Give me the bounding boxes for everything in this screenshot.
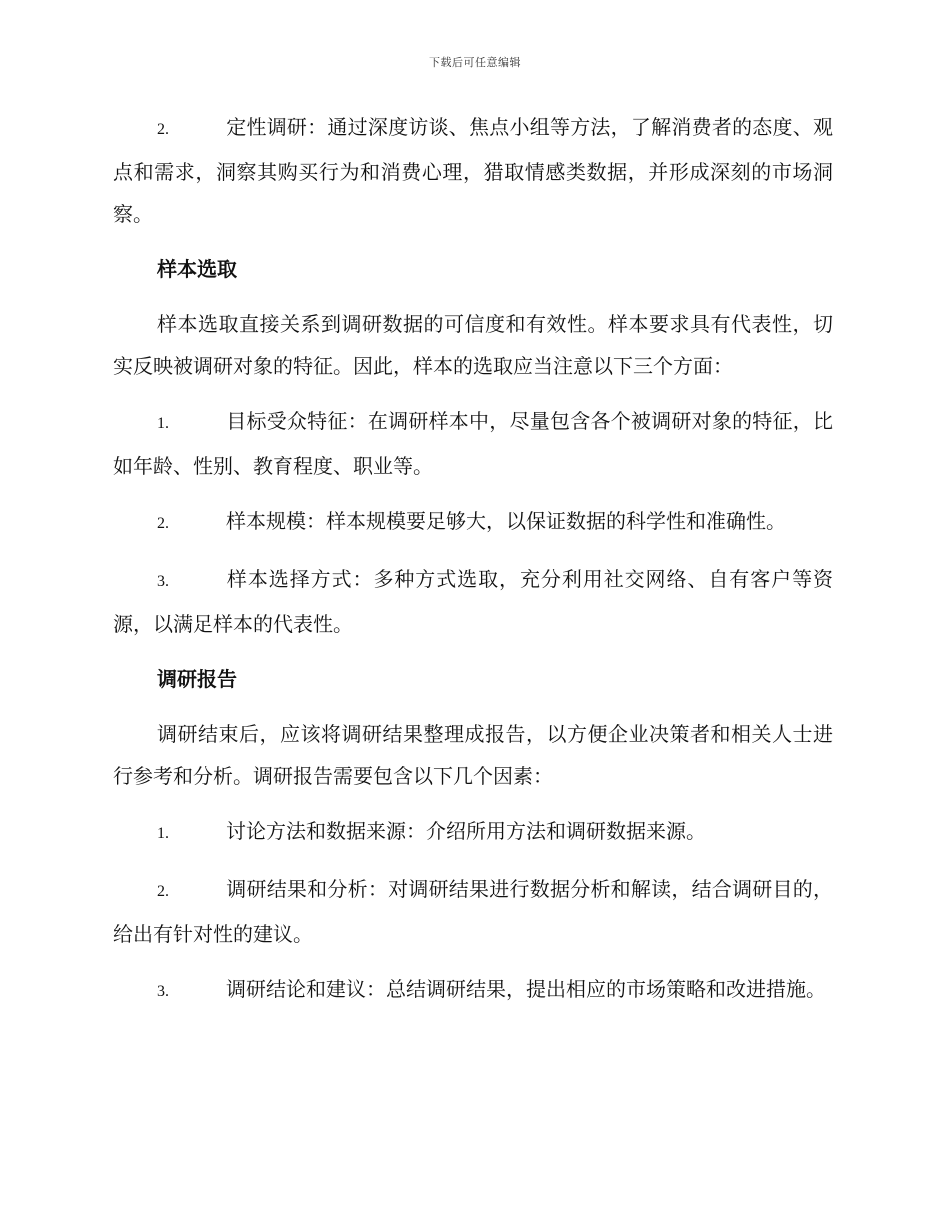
list-item-text: 讨论方法和数据来源：介绍所用方法和调研数据来源。 (226, 819, 706, 843)
list-item-sample-size (113, 500, 833, 545)
list-number: 2. (157, 883, 169, 900)
paragraph-research-report: 调研结束后，应该将调研结果整理成报告，以方便企业决策者和相关人士进行参考和分析。调研报告需要包含以下几个因素： (113, 722, 833, 788)
list-item-methods-sources (113, 810, 833, 855)
list-item-sampling-method (113, 558, 833, 645)
list-item-text: 调研结论和建议：总结调研结果，提出相应的市场策略和改进措施。 (226, 977, 826, 1001)
list-number: 2. (157, 515, 169, 532)
list-item-text: 样本选择方式：多种方式选取，充分利用社交网络、自有客户等资源，以满足样本的代表性。 (113, 567, 833, 636)
list-item-results-analysis (113, 868, 833, 955)
paragraph-sample-selection: 样本选取直接关系到调研数据的可信度和有效性。样本要求具有代表性，切实反映被调研对象的特征。因此，样本的选取应当注意以下三个方面： (113, 312, 833, 378)
list-number: 3. (157, 573, 169, 590)
section-heading-sample-selection: 样本选取 (157, 257, 237, 281)
list-number: 3. (157, 983, 169, 1000)
list-item-text: 调研结果和分析：对调研结果进行数据分析和解读，结合调研目的，给出有针对性的建议。 (113, 877, 833, 946)
list-number: 1. (157, 415, 169, 432)
list-number: 1. (157, 825, 169, 842)
section-heading-research-report: 调研报告 (157, 667, 237, 691)
document-body (113, 106, 833, 1026)
list-number: 2. (157, 121, 169, 138)
list-item-text: 定性调研：通过深度访谈、焦点小组等方法，了解消费者的态度、观点和需求，洞察其购买行为和消费心理，猎取情感类数据，并形成深刻的市场洞察。 (113, 115, 833, 226)
page-header: 下载后可任意编辑 (429, 56, 521, 69)
list-item-text: 样本规模：样本规模要足够大，以保证数据的科学性和准确性。 (226, 509, 786, 533)
list-item-qualitative-research (113, 106, 833, 235)
list-item-target-audience (113, 400, 833, 487)
list-item-conclusions (113, 968, 833, 1013)
list-item-text: 目标受众特征：在调研样本中，尽量包含各个被调研对象的特征，比如年龄、性别、教育程度、职业等。 (113, 409, 833, 478)
